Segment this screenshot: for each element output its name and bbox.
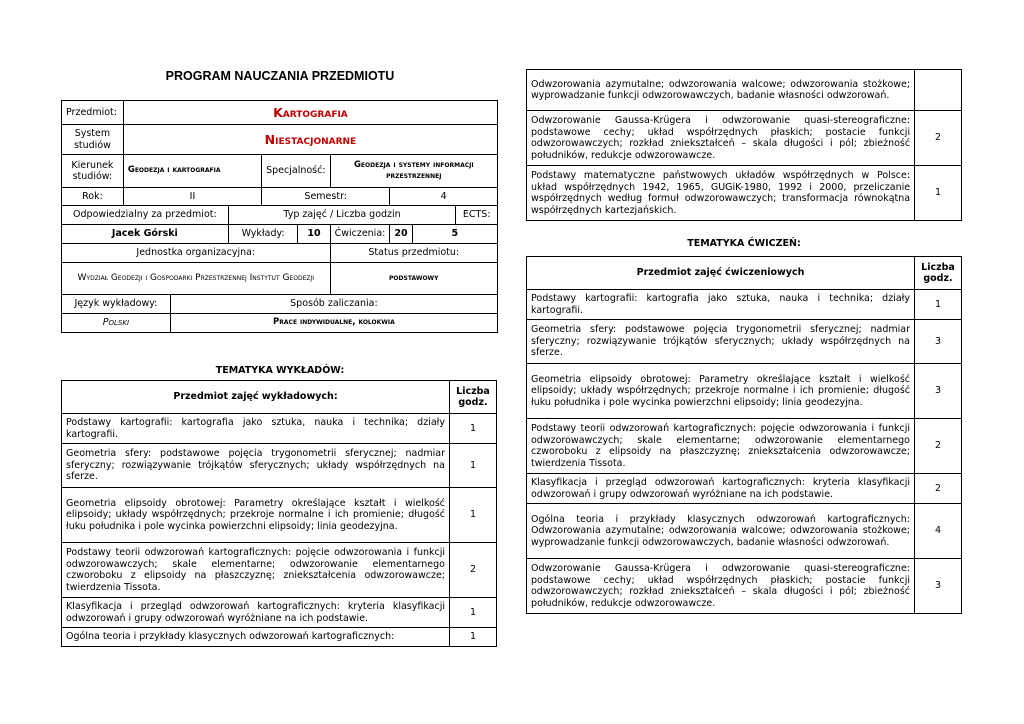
topic-hours: 2 xyxy=(915,111,962,166)
table-row xyxy=(527,559,962,614)
topic-hours: 1 xyxy=(450,444,497,488)
jezyk-value: Polski xyxy=(62,314,171,333)
sposob-value: Prace indywidualne, kolokwia xyxy=(170,314,497,333)
table-row xyxy=(527,504,962,559)
topic-text: Odwzorowania azymutalne; odwzorowania walcowe; odwzorowania stożkowe; wyprowadzanie funkcji odwzorowawczych, badanie własności odwzorowań. xyxy=(527,70,915,111)
odpowiedzialny-value: Jacek Górski xyxy=(62,225,229,244)
cwiczenia-table xyxy=(526,256,962,614)
topic-hours xyxy=(915,70,962,111)
topic-text: Ogólna teoria i przykłady klasycznych odwzorowań kartograficznych: Odwzorowania azymutalne; odwzorowania walcowe; odwzorowania stożkowe; wyprowadzanie funkcji odwzorowawczych, badanie własności odwzorowań. xyxy=(527,504,915,559)
cwiczenia-hours-header: Liczba godz. xyxy=(915,257,962,290)
wyklady-subject-header: Przedmiot zajęć wykładowych: xyxy=(62,381,450,414)
topic-text: Podstawy kartografii: kartografia jako sztuka, nauka i technika; działy kartografii. xyxy=(527,290,915,320)
table-row xyxy=(527,320,962,364)
topic-text: Klasyfikacja i przegląd odwzorowań kartograficznych: kryteria klasyfikacji odwzorowań i grupy odwzorowań wyróżniane na ich podstawie. xyxy=(62,598,450,628)
jednostka-label: Jednostka organizacyjna: xyxy=(62,244,331,263)
wyklady-continued-table xyxy=(526,69,962,221)
ects-label: ECTS: xyxy=(456,206,498,225)
rok-label: Rok: xyxy=(62,188,124,206)
jednostka-value: Wydział Geodezji i Gospodarki Przestrzennej Instytut Geodezji xyxy=(62,263,331,295)
topic-text: Podstawy teorii odwzorowań kartograficznych: pojęcie odwzorowania i funkcji odwzorowawczych; skale elementarne; odwzorowanie elementarnego czworoboku z elipsoidy na płaszczyznę; zniekształcenia odwzorowawcze; twierdzenia Tissota. xyxy=(62,543,450,598)
kierunek-value: Geodezja i kartografia xyxy=(123,155,261,188)
przedmiot-label: Przedmiot: xyxy=(62,101,124,125)
typ-zajec-label: Typ zajęć / Liczba godzin xyxy=(228,206,456,225)
cwiczenia-section-title: TEMATYKA ĆWICZEŃ: xyxy=(687,238,801,249)
table-row xyxy=(527,474,962,504)
topic-text: Klasyfikacja i przegląd odwzorowań kartograficznych: kryteria klasyfikacji odwzorowań i grupy odwzorowań wyróżniane na ich podstawie. xyxy=(527,474,915,504)
semestr-value: 4 xyxy=(390,188,498,206)
table-row xyxy=(527,111,962,166)
topic-text: Geometria elipsoidy obrotowej: Parametry określające kształt i wielkość elipsoidy; układy współrzędnych; przekroje normalne i ich promienie; długość łuku południka i pole wycinka powierzchni elipsoidy; linia geodezyjna. xyxy=(62,488,450,543)
topic-hours: 3 xyxy=(915,320,962,364)
kierunek-label: Kierunek studiów: xyxy=(62,155,124,188)
table-row xyxy=(527,290,962,320)
odpowiedzialny-label: Odpowiedzialny za przedmiot: xyxy=(62,206,229,225)
przedmiot-value: Kartografia xyxy=(123,101,497,125)
topic-text: Podstawy matematyczne państwowych układów współrzędnych w Polsce: układ współrzędnych 1942, 1965, GUGiK-1980, 1992 i 2000, przeliczanie współrzędnych według formuł odwzorowawczych; transformacja równokątna współrzędnych kartezjańskich. xyxy=(527,166,915,221)
table-row xyxy=(527,419,962,474)
topic-hours: 2 xyxy=(450,543,497,598)
wyklady-hours-header: Liczba godz. xyxy=(450,381,497,414)
course-info-table xyxy=(61,100,498,333)
topic-hours: 4 xyxy=(915,504,962,559)
topic-hours: 1 xyxy=(450,488,497,543)
cwiczenia-value: 20 xyxy=(390,225,412,244)
status-value: podstawowy xyxy=(330,263,497,295)
table-row xyxy=(62,628,497,647)
topic-hours: 1 xyxy=(450,414,497,444)
table-row xyxy=(62,488,497,543)
topic-hours: 3 xyxy=(915,559,962,614)
topic-text: Geometria sfery: podstawowe pojęcia trygonometrii sferycznej; nadmiar sferyczny; rozwiązywanie trójkątów sferycznych; układy współrzędnych na sferze. xyxy=(527,320,915,364)
specjalnosc-value: Geodezja i systemy informacji przestrzennej xyxy=(330,155,497,188)
topic-text: Podstawy teorii odwzorowań kartograficznych: pojęcie odwzorowania i funkcji odwzorowawczych; skale elementarne; odwzorowanie elementarnego czworoboku z elipsoidy na płaszczyznę; zniekształcenia odwzorowawcze; twierdzenia Tissota. xyxy=(527,419,915,474)
table-row xyxy=(62,598,497,628)
system-label: System studiów xyxy=(62,125,124,155)
topic-text: Podstawy kartografii: kartografia jako sztuka, nauka i technika; działy kartografii. xyxy=(62,414,450,444)
table-row xyxy=(62,414,497,444)
topic-hours: 2 xyxy=(915,419,962,474)
cwiczenia-label: Ćwiczenia: xyxy=(330,225,390,244)
topic-hours: 2 xyxy=(915,474,962,504)
cwiczenia-subject-header: Przedmiot zajęć ćwiczeniowych xyxy=(527,257,915,290)
table-row xyxy=(62,543,497,598)
page-title: PROGRAM NAUCZANIA PRZEDMIOTU xyxy=(165,69,395,83)
topic-text: Ogólna teoria i przykłady klasycznych odwzorowań kartograficznych: xyxy=(62,628,450,647)
sposob-label: Sposób zaliczania: xyxy=(170,295,497,314)
table-row xyxy=(527,166,962,221)
topic-text: Geometria elipsoidy obrotowej: Parametry określające kształt i wielkość elipsoidy; układy współrzędnych; przekroje normalne i ich promienie; długość łuku południka i pole wycinka powierzchni elipsoidy; linia geodezyjna. xyxy=(527,364,915,419)
wyklady-table xyxy=(61,380,497,647)
specjalnosc-label: Specjalność: xyxy=(262,155,330,188)
system-value: Niestacjonarne xyxy=(123,125,497,155)
semestr-label: Semestr: xyxy=(262,188,390,206)
topic-hours: 1 xyxy=(915,166,962,221)
topic-hours: 1 xyxy=(450,628,497,647)
wyklady-label: Wykłady: xyxy=(228,225,298,244)
table-row xyxy=(527,364,962,419)
topic-text: Geometria sfery: podstawowe pojęcia trygonometrii sferycznej; nadmiar sferyczny; rozwiązywanie trójkątów sferycznych; układy współrzędnych na sferze. xyxy=(62,444,450,488)
wyklady-value: 10 xyxy=(298,225,330,244)
topic-hours: 3 xyxy=(915,364,962,419)
topic-hours: 1 xyxy=(450,598,497,628)
table-row xyxy=(62,444,497,488)
topic-text: Odwzorowanie Gaussa-Krügera i odwzorowanie quasi-stereograficzne: podstawowe cechy; układ współrzędnych płaskich; postacie funkcji odwzorowawczych; rozkład zniekształceń – skala długości i pól; zbieżność południków, redukcje odwzorowawcze. xyxy=(527,559,915,614)
status-label: Status przedmiotu: xyxy=(330,244,497,263)
topic-hours: 1 xyxy=(915,290,962,320)
rok-value: II xyxy=(123,188,261,206)
wyklady-section-title: TEMATYKA WYKŁADÓW: xyxy=(215,365,345,376)
table-row xyxy=(527,70,962,111)
topic-text: Odwzorowanie Gaussa-Krügera i odwzorowanie quasi-stereograficzne: podstawowe cechy; układ współrzędnych płaskich; postacie funkcji odwzorowawczych; rozkład zniekształceń – skala długości i pól; zbieżność południków, redukcje odwzorowawcze. xyxy=(527,111,915,166)
jezyk-label: Język wykładowy: xyxy=(62,295,171,314)
ects-value: 5 xyxy=(412,225,497,244)
